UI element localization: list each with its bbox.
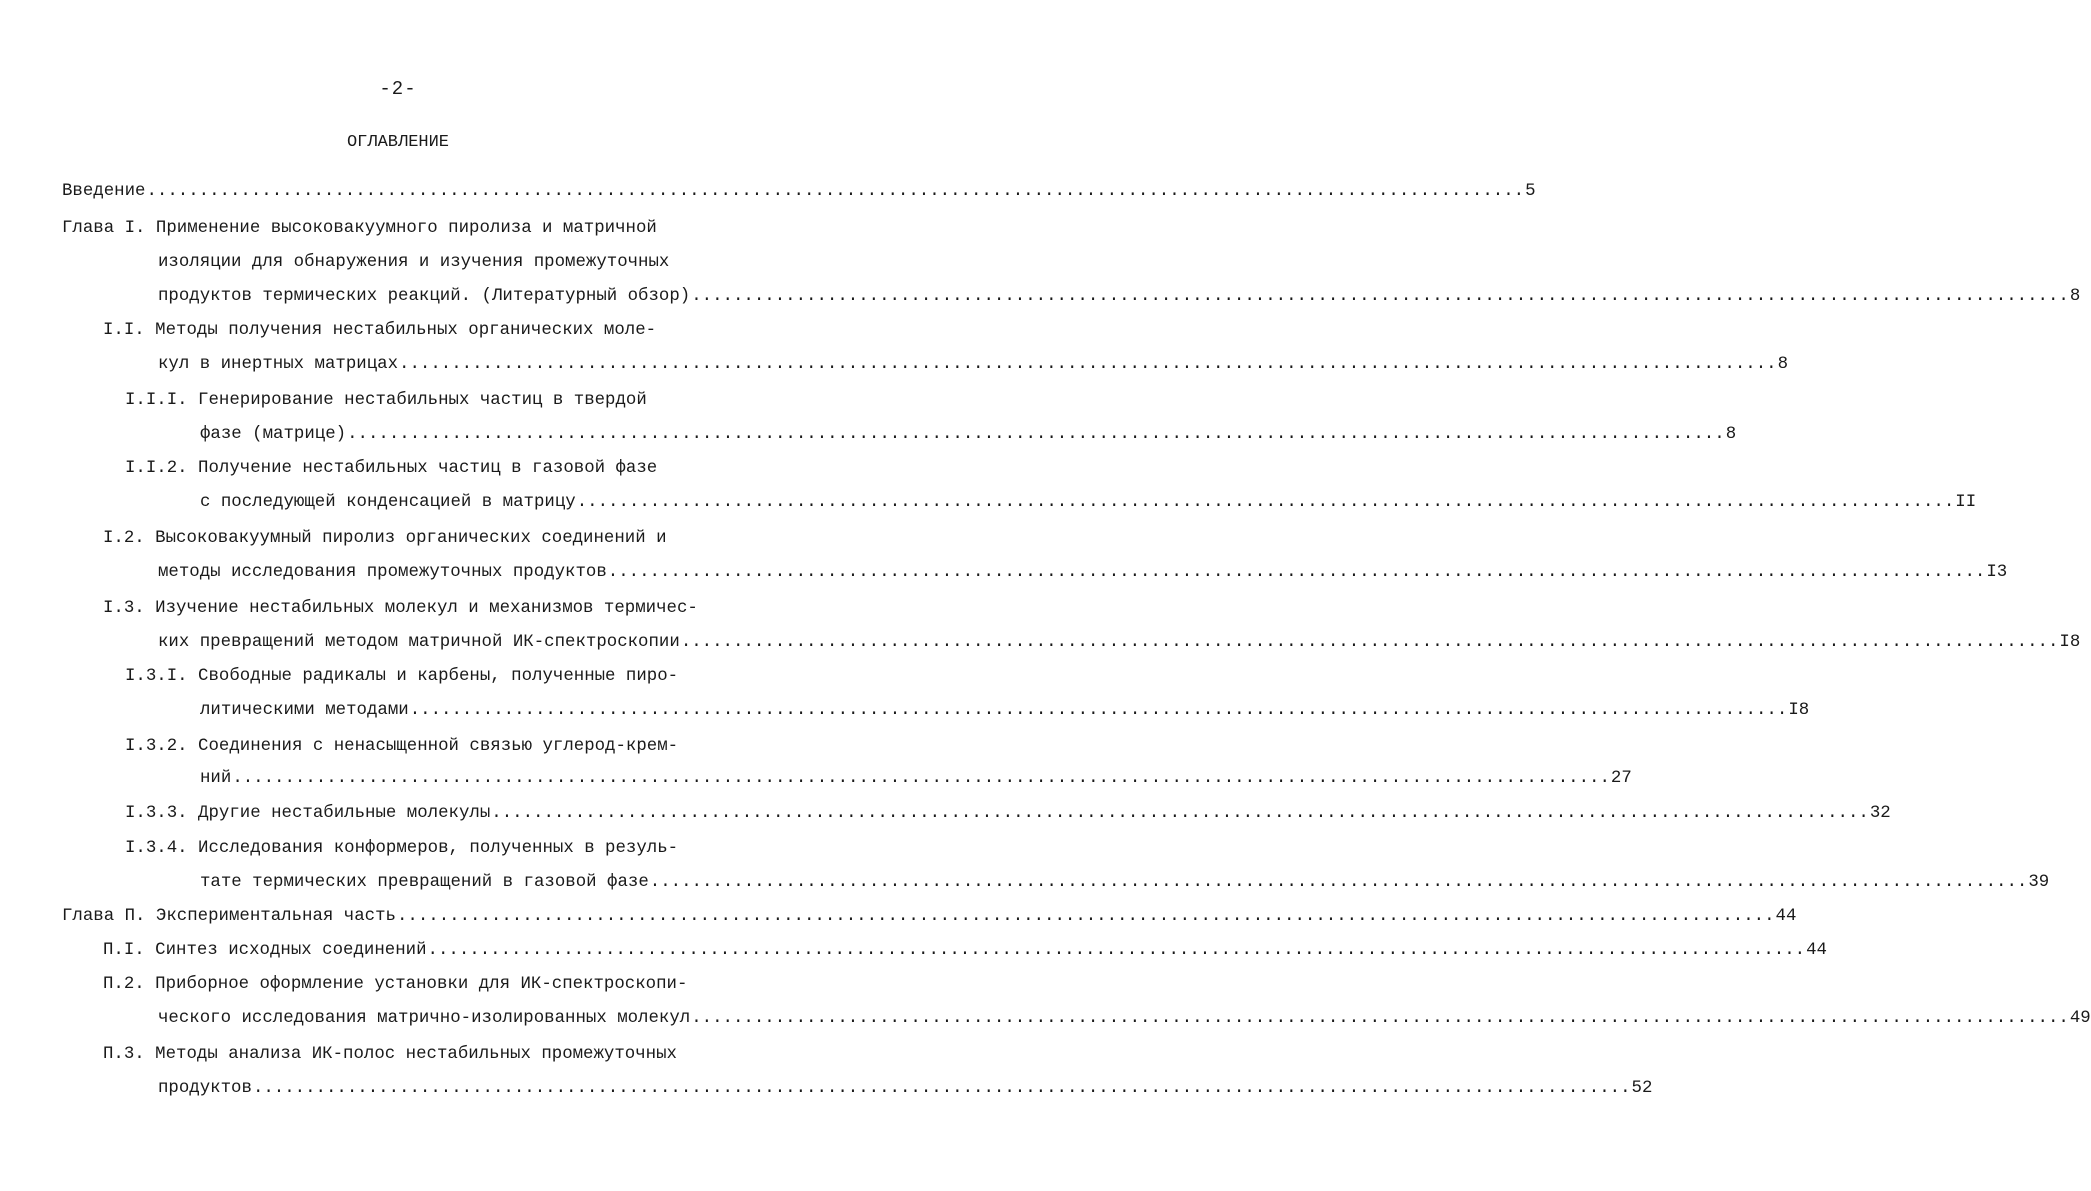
dot-leader: .................................................................................................................................... bbox=[691, 1009, 2069, 1028]
toc-entry-chapter-1-line-1 bbox=[62, 217, 738, 241]
dot-leader: .................................................................................................................................... bbox=[649, 873, 2028, 892]
toc-entry-section-1-1-1-line-1 bbox=[125, 389, 738, 413]
toc-entry-chapter-1-line-3 bbox=[158, 285, 2081, 309]
dot-leader: .................................................................................................................................... bbox=[399, 355, 1777, 374]
toc-entry-section-1-1-2-line-1 bbox=[125, 457, 738, 481]
dot-leader: .................................................................................................................................... bbox=[576, 493, 1955, 512]
toc-entry-section-1-1-line-1 bbox=[103, 319, 738, 343]
toc-page-number: 49 bbox=[2069, 1009, 2091, 1028]
toc-entry-text: I.3.3. Другие нестабильные молекулы bbox=[125, 804, 491, 823]
toc-entry-text: продуктов термических реакций. (Литературный обзор) bbox=[158, 287, 691, 306]
toc-page-number: 8 bbox=[1725, 425, 1737, 444]
toc-entry-text: методы исследования промежуточных продуктов bbox=[158, 563, 607, 582]
toc-entry-chapter-1-line-2 bbox=[158, 251, 738, 275]
toc-entry-text: продуктов bbox=[158, 1079, 252, 1098]
toc-entry-text: Введение bbox=[62, 182, 146, 201]
dot-leader: .................................................................................................................................... bbox=[347, 425, 1725, 444]
toc-entry-text: I.2. Высоковакуумный пиролиз органических соединений и bbox=[103, 529, 667, 548]
dot-leader: .................................................................................................................................... bbox=[146, 182, 1525, 201]
toc-entry-text: Глава I. Применение высоковакуумного пиролиза и матричной bbox=[62, 219, 657, 238]
toc-entry-section-1-3-2-line-2 bbox=[200, 767, 1632, 791]
dot-leader: .................................................................................................................................... bbox=[680, 633, 2059, 652]
toc-entry-section-1-3-1-line-2 bbox=[200, 699, 1810, 723]
toc-entry-section-1-3-1-line-1 bbox=[125, 665, 738, 689]
toc-page-number: 5 bbox=[1525, 182, 1536, 201]
toc-entry-text: П.3. Методы анализа ИК-полос нестабильных промежуточных bbox=[103, 1045, 677, 1064]
toc-page-number: 27 bbox=[1610, 769, 1632, 788]
toc-entry-section-1-2-line-2 bbox=[158, 561, 2008, 585]
toc-entry-text: П.2. Приборное оформление установки для ИК-спектроскопи- bbox=[103, 975, 688, 994]
toc-entry-section-1-3-line-2 bbox=[158, 631, 2081, 655]
toc-entry-text: I.I.I. Генерирование нестабильных частиц в твердой bbox=[125, 391, 647, 410]
toc-entry-section-2-2-line-1 bbox=[103, 973, 738, 997]
toc-page-number: 52 bbox=[1631, 1079, 1653, 1098]
toc-entry-section-1-2-line-1 bbox=[103, 527, 738, 551]
toc-entry-section-2-3-line-2 bbox=[158, 1077, 1653, 1101]
toc-entry-section-1-1-1-line-2 bbox=[200, 423, 1737, 447]
toc-entry-section-1-3-4-line-1 bbox=[125, 837, 738, 861]
page-title: ОГЛАВЛЕНИЕ bbox=[346, 133, 450, 152]
toc-entry-section-2-2-line-2 bbox=[158, 1007, 2091, 1031]
toc-page-number: II bbox=[1955, 493, 1977, 512]
toc-page-number: I8 bbox=[1788, 701, 1810, 720]
dot-leader: .................................................................................................................................... bbox=[409, 701, 1788, 720]
toc-entry-section-1-3-2-line-1 bbox=[125, 735, 738, 759]
toc-entry-text: литическими методами bbox=[200, 701, 409, 720]
toc-entry-section-2-3-line-1 bbox=[103, 1043, 738, 1067]
dot-leader: .................................................................................................................................... bbox=[427, 941, 1806, 960]
dot-leader: .................................................................................................................................... bbox=[691, 287, 2069, 306]
toc-entry-introduction bbox=[62, 180, 1536, 204]
toc-page-number: 44 bbox=[1806, 941, 1827, 960]
toc-page-number: 44 bbox=[1775, 907, 1797, 926]
toc-entry-text: I.3.I. Свободные радикалы и карбены, полученные пиро- bbox=[125, 667, 679, 686]
toc-page-number: I3 bbox=[1986, 563, 2008, 582]
toc-entry-section-1-3-line-1 bbox=[103, 597, 738, 621]
toc-entry-text: тате термических превращений в газовой фазе bbox=[200, 873, 649, 892]
dot-leader: .................................................................................................................................... bbox=[396, 907, 1775, 926]
toc-entry-text: I.3. Изучение нестабильных молекул и механизмов термичес- bbox=[103, 599, 698, 618]
toc-entry-text: I.I. Методы получения нестабильных органических моле- bbox=[103, 321, 657, 340]
toc-entry-text: кул в инертных матрицах bbox=[158, 355, 399, 374]
toc-entry-text: с последующей конденсацией в матрицу bbox=[200, 493, 576, 512]
toc-entry-text: фазе (матрице) bbox=[200, 425, 347, 444]
toc-entry-text: П.I. Синтез исходных соединений bbox=[103, 941, 427, 960]
toc-entry-text: I.3.4. Исследования конформеров, полученных в резуль- bbox=[125, 839, 679, 858]
toc-entry-text: Глава П. Экспериментальная часть bbox=[62, 907, 396, 926]
toc-entry-text: ких превращений методом матричной ИК-спектроскопии bbox=[158, 633, 680, 652]
toc-entry-text: изоляции для обнаружения и изучения промежуточных bbox=[158, 253, 670, 272]
toc-entry-section-1-1-line-2 bbox=[158, 353, 1789, 377]
toc-page-number: 39 bbox=[2028, 873, 2050, 892]
toc-entry-text: I.I.2. Получение нестабильных частиц в газовой фазе bbox=[125, 459, 658, 478]
dot-leader: .................................................................................................................................... bbox=[607, 563, 1986, 582]
toc-page-number: 32 bbox=[1869, 804, 1891, 823]
toc-entry-section-1-3-4-line-2 bbox=[200, 871, 2050, 895]
toc-entry-section-1-1-2-line-2 bbox=[200, 491, 1977, 515]
dot-leader: .................................................................................................................................... bbox=[232, 769, 1610, 788]
toc-page-number: 8 bbox=[2069, 287, 2081, 306]
toc-page-number: 8 bbox=[1777, 355, 1789, 374]
toc-entry-text: ний bbox=[200, 769, 232, 788]
toc-entry-chapter-2 bbox=[62, 905, 1797, 929]
toc-entry-text: ческого исследования матрично-изолированных молекул bbox=[158, 1009, 691, 1028]
dot-leader: .................................................................................................................................... bbox=[491, 804, 1869, 823]
toc-entry-section-1-3-3 bbox=[125, 802, 1891, 826]
toc-entry-text: I.3.2. Соединения с ненасыщенной связью углерод-крем- bbox=[125, 737, 679, 756]
dot-leader: .................................................................................................................................... bbox=[252, 1079, 1631, 1098]
toc-page-number: I8 bbox=[2059, 633, 2081, 652]
page-number: -2- bbox=[379, 78, 417, 100]
toc-entry-section-2-1 bbox=[103, 939, 1827, 963]
